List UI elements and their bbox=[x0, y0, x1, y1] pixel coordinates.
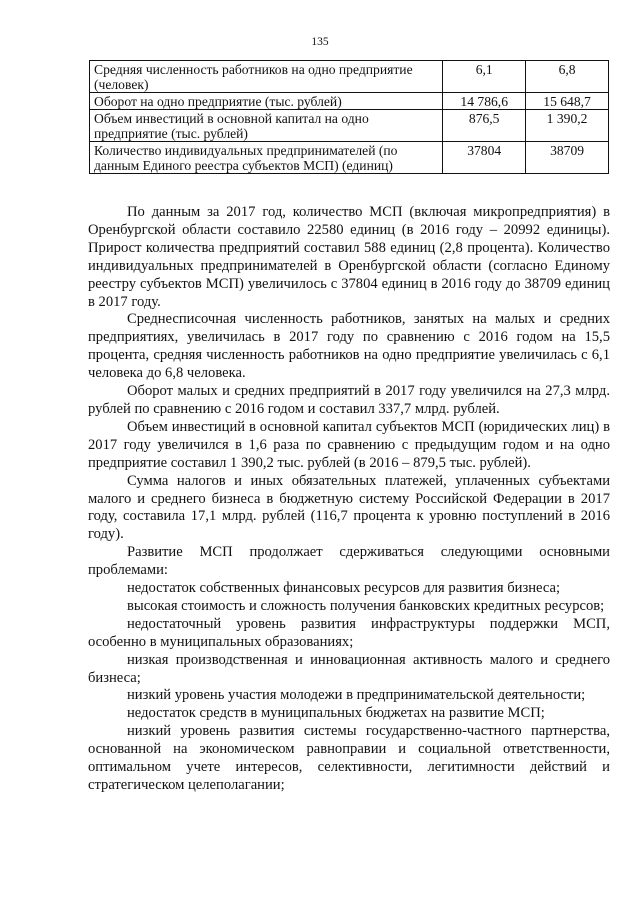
list-item: недостаточный уровень развития инфраструктуры поддержки МСП, особенно в муниципальных образованиях; bbox=[88, 615, 610, 650]
list-item: недостаток собственных финансовых ресурсов для развития бизнеса; bbox=[127, 580, 561, 597]
value-2017: 15 648,7 bbox=[526, 93, 609, 110]
table-row bbox=[90, 110, 609, 142]
table-row bbox=[90, 142, 609, 174]
body-text bbox=[88, 204, 610, 795]
list-item: низкий уровень развития системы государственно-частного партнерства, основанной на экономическом равноправии и социальной ответственности, оптимальном учете интересов, селективности, легитимности действий и стратегическом целеполагании; bbox=[88, 723, 610, 793]
row-label: Средняя численность работников на одно предприятие (человек) bbox=[90, 61, 443, 93]
value-2016: 876,5 bbox=[443, 110, 526, 142]
statistics-table bbox=[89, 60, 609, 174]
page-number: 135 bbox=[311, 36, 329, 48]
paragraph: Развитие МСП продолжает сдерживаться следующими основными проблемами: bbox=[88, 544, 610, 579]
value-2017: 6,8 bbox=[526, 61, 609, 93]
value-2016: 14 786,6 bbox=[443, 93, 526, 110]
paragraph: Оборот малых и средних предприятий в 2017 году увеличился на 27,3 млрд. рублей по сравнению с 2016 годом и составил 337,7 млрд. рублей. bbox=[88, 383, 610, 417]
table-row bbox=[90, 61, 609, 93]
value-2017: 38709 bbox=[526, 142, 609, 174]
row-label: Объем инвестиций в основной капитал на одно предприятие (тыс. рублей) bbox=[90, 110, 443, 142]
table-row bbox=[90, 93, 609, 110]
list-item: высокая стоимость и сложность получения банковских кредитных ресурсов; bbox=[127, 597, 605, 614]
paragraph: Объем инвестиций в основной капитал субъектов МСП (юридических лиц) в 2017 году увеличился в 1,6 раза по сравнению с предыдущим годом и на одно предприятие составил 1 390,2 тыс. рублей (в 2016 – 879,5 тыс. рублей). bbox=[88, 418, 610, 471]
list-item: недостаток средств в муниципальных бюджетах на развитие МСП; bbox=[127, 705, 545, 722]
list-item: низкая производственная и инновационная активность малого и среднего бизнеса; bbox=[88, 651, 610, 686]
paragraph: Среднесписочная численность работников, занятых на малых и средних предприятиях, увеличилась в 2017 году по сравнению с 2016 годом на 15,5 процента, средняя численность работников на одно предприятие увеличилась с 6,1 человека до 6,8 человека. bbox=[88, 311, 610, 382]
value-2016: 37804 bbox=[443, 142, 526, 174]
list-item: низкий уровень участия молодежи в предпринимательской деятельности; bbox=[127, 687, 586, 704]
value-2016: 6,1 bbox=[443, 61, 526, 93]
value-2017: 1 390,2 bbox=[526, 110, 609, 142]
paragraph: По данным за 2017 год, количество МСП (включая микропредприятия) в Оренбургской области составило 22580 единиц (в 2016 году – 20992 единицы). Прирост количества предприятий составил 588 единиц (2,8 процента). Количество индивидуальных предпринимателей в Оренбургской области (согласно Единому реестру субъектов МСП) увеличилось с 37804 единиц в 2016 году до 38709 единиц в 2017 году. bbox=[88, 204, 610, 310]
paragraph: Сумма налогов и иных обязательных платежей, уплаченных субъектами малого и среднего бизнеса в бюджетную систему Российской Федерации в 2017 году, составила 17,1 млрд. рублей (116,7 процента к уровню поступлений в 2016 году). bbox=[88, 472, 610, 543]
row-label: Оборот на одно предприятие (тыс. рублей) bbox=[90, 93, 443, 110]
row-label: Количество индивидуальных предпринимателей (по данным Единого реестра субъектов МСП) (единиц) bbox=[90, 142, 443, 174]
